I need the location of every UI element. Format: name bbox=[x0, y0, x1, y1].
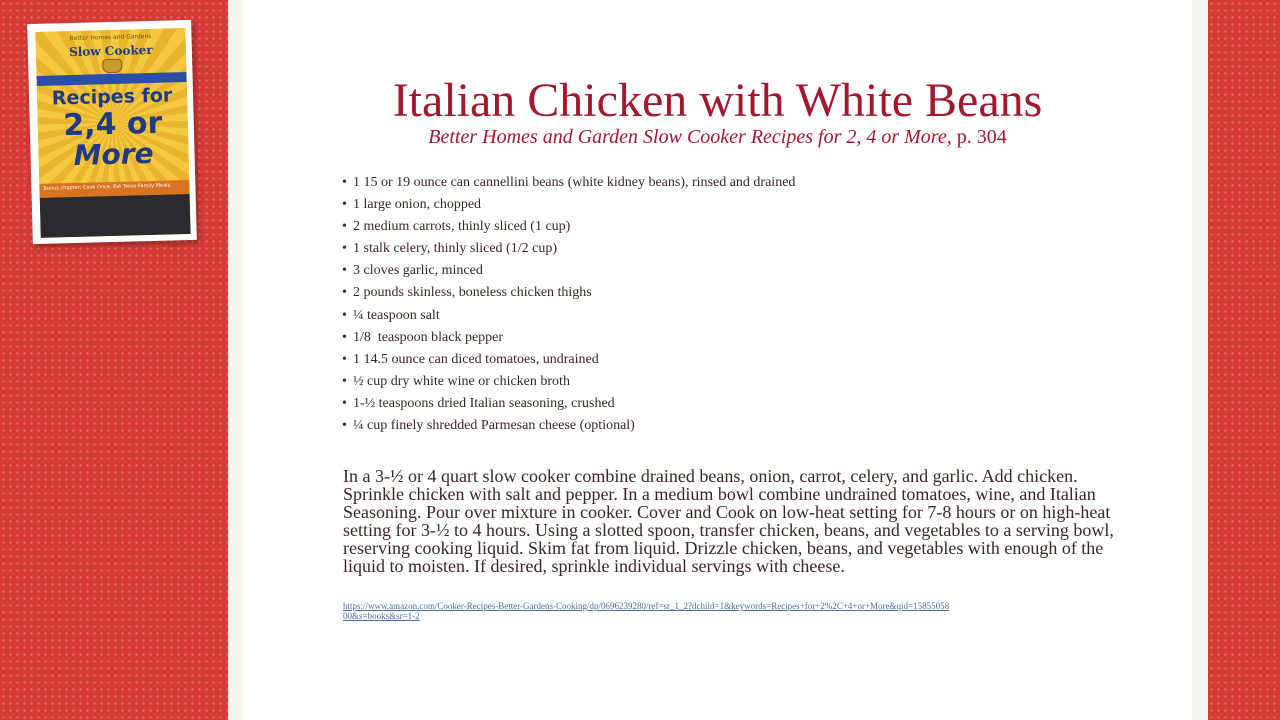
ingredient-item: • ½ cup dry white wine or chicken broth bbox=[342, 371, 795, 393]
ingredient-list bbox=[342, 172, 795, 437]
ingredient-item: • 1 14.5 ounce can diced tomatoes, undrained bbox=[342, 349, 795, 371]
bullet-icon: • bbox=[342, 418, 347, 434]
right-margin-strip bbox=[1192, 0, 1209, 720]
bullet-icon: • bbox=[342, 351, 347, 367]
recipe-instructions: In a 3-½ or 4 quart slow cooker combine drained beans, onion, carrot, celery, and garlic. Add chicken. Sprinkle chicken with salt and pepper. In a medium bowl combine undrained tomatoes, wine, and Italian Seasoning. Pour over mixture in cooker. Cover and Cook on low-heat setting for 7-8 hours or on high-heat setting for 3-½ to 4 hours. Using a slotted spoon, transfer chicken, beans, and vegetables to a serving bowl, reserving cooking liquid. Skim fat from liquid. Drizzle chicken, beans, and vegetables with enough of the liquid to moisten. If desired, sprinkle individual servings with cheese. bbox=[343, 466, 1114, 576]
source-page: p. 304 bbox=[951, 126, 1007, 148]
ingredient-item: • 3 cloves garlic, minced bbox=[342, 260, 795, 282]
ingredient-item: • 1 15 or 19 ounce can cannellini beans (white kidney beans), rinsed and drained bbox=[342, 172, 795, 194]
recipe-source bbox=[243, 125, 1192, 149]
cover-series-text: Slow Cooker bbox=[68, 42, 153, 60]
bullet-icon: • bbox=[342, 219, 347, 235]
bullet-icon: • bbox=[342, 285, 347, 301]
bullet-icon: • bbox=[342, 395, 347, 411]
slow-cooker-icon bbox=[102, 59, 122, 74]
left-margin-strip bbox=[228, 0, 244, 720]
recipe-title: Italian Chicken with White Beans bbox=[392, 74, 1043, 127]
left-decorative-panel bbox=[0, 0, 228, 720]
cover-publisher-text: Better Homes and Gardens bbox=[69, 32, 152, 43]
bullet-icon: • bbox=[342, 373, 347, 389]
right-decorative-panel bbox=[1208, 0, 1280, 720]
ingredient-item: • 2 pounds skinless, boneless chicken thighs bbox=[342, 282, 795, 304]
ingredient-item: • 1 stalk celery, thinly sliced (1/2 cup) bbox=[342, 238, 795, 260]
bullet-icon: • bbox=[342, 307, 347, 323]
bullet-icon: • bbox=[342, 329, 347, 345]
book-cover-photo bbox=[27, 20, 197, 244]
bullet-icon: • bbox=[342, 197, 347, 213]
bullet-icon: • bbox=[342, 175, 347, 190]
ingredient-item: • 1/8 teaspoon black pepper bbox=[342, 327, 795, 349]
cover-numbers-text: 2,4 or bbox=[62, 105, 163, 144]
ingredient-item: • ¼ teaspoon salt bbox=[342, 305, 795, 327]
cover-dark-bottom bbox=[40, 194, 191, 238]
bullet-icon: • bbox=[342, 263, 347, 279]
bullet-icon: • bbox=[342, 241, 347, 257]
cover-bonus-text: Bonus chapter: Cook Once, Eat Twice Family Meals bbox=[43, 182, 171, 192]
ingredient-item: • 1-½ teaspoons dried Italian seasoning, crushed bbox=[342, 393, 795, 415]
book-cover-image bbox=[35, 28, 190, 238]
source-book-title: Better Homes and Garden Slow Cooker Recipes for 2, 4 or More, bbox=[428, 126, 952, 148]
cover-more-text: More bbox=[73, 136, 154, 173]
ingredient-item: • ¼ cup finely shredded Parmesan cheese (optional) bbox=[342, 415, 795, 437]
ingredient-item: • 2 medium carrots, thinly sliced (1 cup) bbox=[342, 216, 795, 238]
ingredient-item: • 1 large onion, chopped bbox=[342, 194, 795, 216]
cover-recipes-for-text: Recipes for bbox=[51, 84, 173, 110]
amazon-source-link[interactable]: https://www.amazon.com/Cooker-Recipes-Better-Gardens-Cooking/dp/0696239280/ref=sr_1_2?dchild=1&keywords=Recipes+for+2%2C+4+or+More&qid=1585505800&s=books&sr=1-2 bbox=[343, 601, 950, 621]
